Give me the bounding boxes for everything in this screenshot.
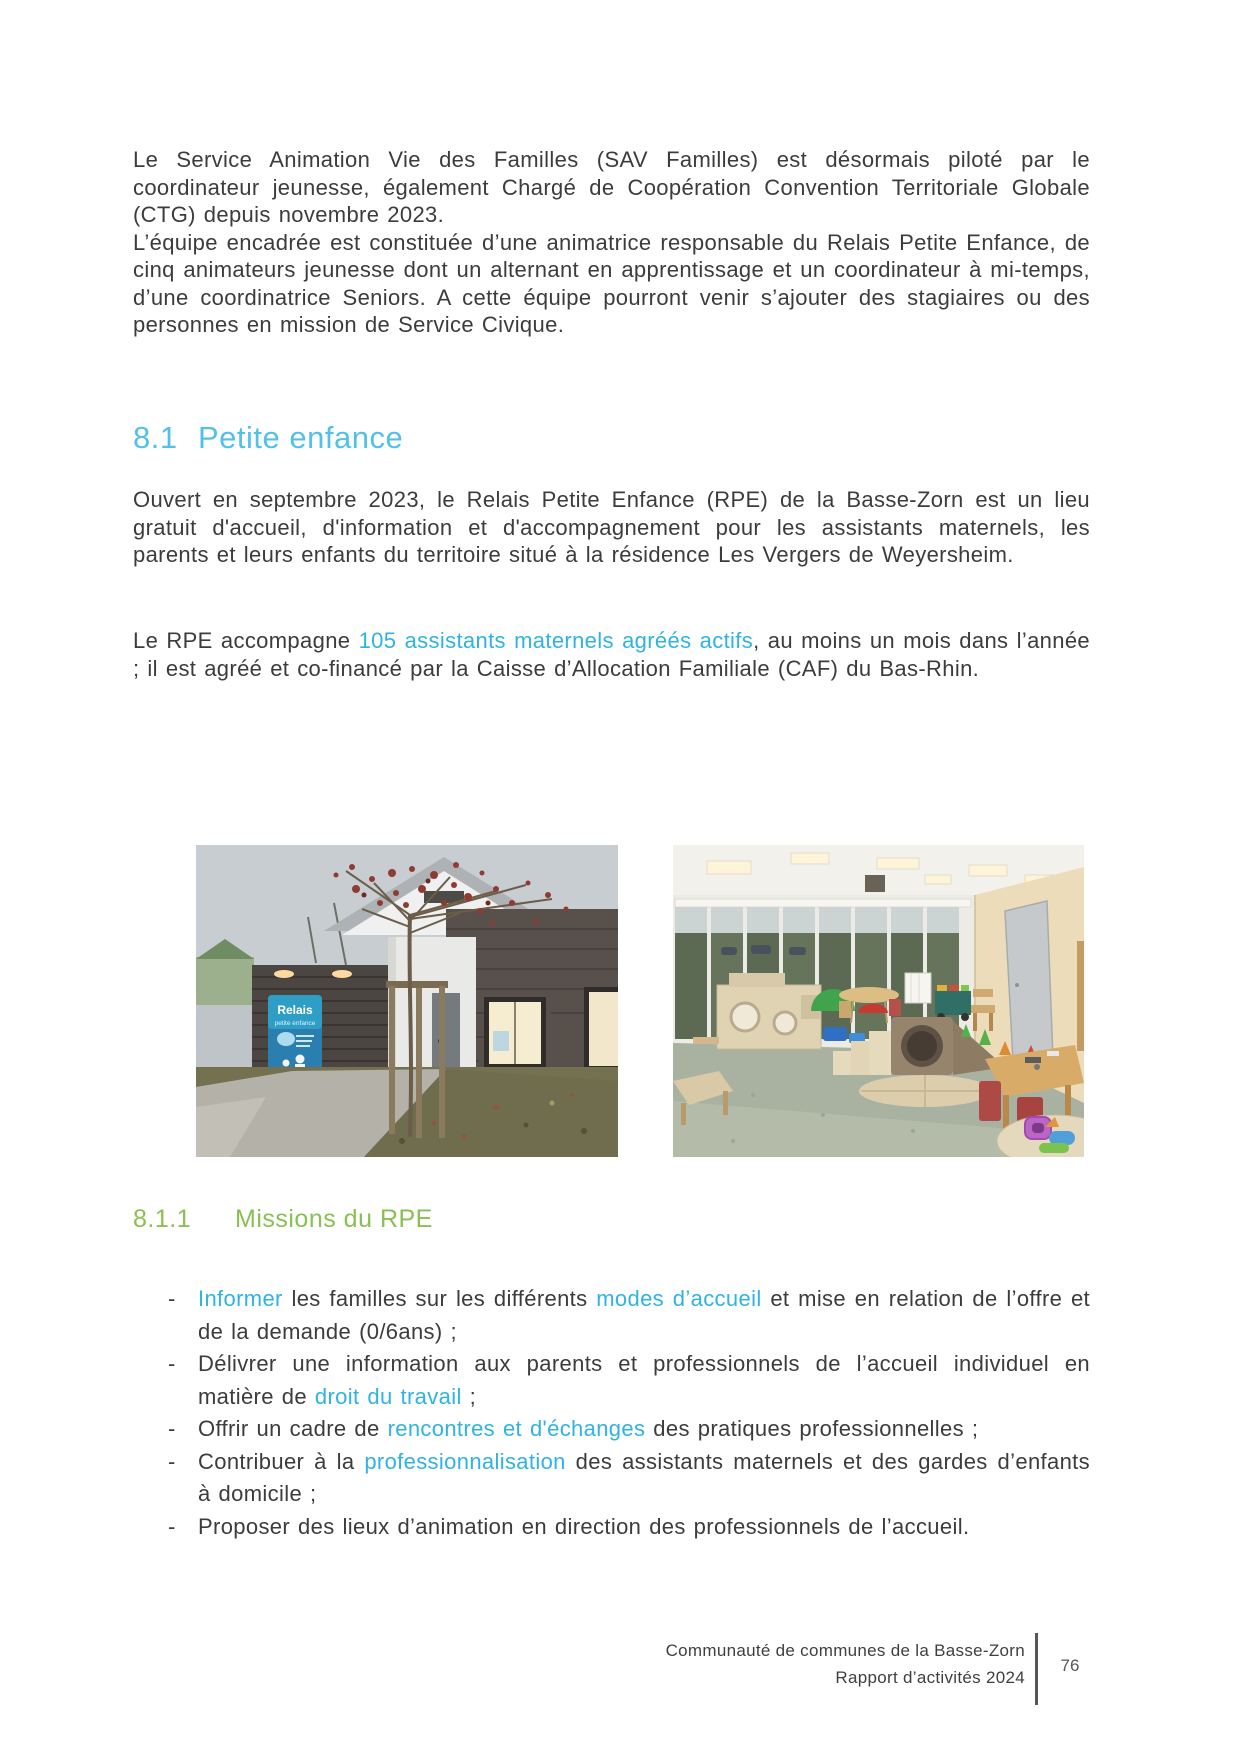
accent-text: modes d’accueil bbox=[596, 1286, 762, 1311]
page-number: 76 bbox=[1060, 1656, 1080, 1675]
intro-block bbox=[133, 146, 1090, 339]
intro-paragraph-2: L’équipe encadrée est constituée d’une animatrice responsable du Relais Petite Enfance, de cinq animateurs jeunesse dont un alternant en apprentissage et un coordinateur à mi-temps, d’une coordinatrice Seniors. A cette équipe pourront venir s’ajouter des stagiaires ou des personnes en mission de Service Civique. bbox=[133, 229, 1090, 337]
bullet-dash: - bbox=[168, 1286, 176, 1311]
accent-text: professionnalisation bbox=[364, 1448, 566, 1474]
lit-window-1 bbox=[479, 997, 551, 1076]
footer-divider bbox=[1035, 1633, 1038, 1705]
missions-list bbox=[133, 1283, 1090, 1543]
list-item-offrir bbox=[133, 1413, 1090, 1446]
entrance-volume bbox=[388, 937, 476, 1089]
text-segment: les familles sur les différents bbox=[282, 1286, 597, 1311]
text-segment: , au moins un mois dans l’année ; il est agréé et co-financé par la Caisse d’Allocation Familiale (CAF) du Bas-Rhin. bbox=[133, 628, 1091, 681]
photo-rpe-exterior bbox=[196, 845, 618, 1157]
text-segment: ; bbox=[461, 1383, 477, 1409]
subsection-title: Missions du RPE bbox=[235, 1205, 433, 1233]
intro-paragraph-1: Le Service Animation Vie des Familles (SAV Familles) est désormais piloté par le coordinateur jeunesse, également Chargé de Coopération Convention Territoriale Globale (CTG) depuis novembre 2023. bbox=[133, 147, 1090, 227]
gray-door bbox=[1005, 901, 1053, 1061]
rpe-interior-illustration bbox=[673, 845, 1084, 1157]
subsection-number: 8.1.1 bbox=[133, 1205, 192, 1233]
rpe-exterior-illustration bbox=[196, 845, 618, 1157]
bullet-dash: - bbox=[168, 1351, 176, 1376]
list-item-informer bbox=[133, 1283, 1090, 1348]
text-segment: Délivrer une information aux parents et professionnels de l’accueil individuel en matière de bbox=[198, 1351, 1090, 1409]
accent-text-105-assistants: 105 assistants maternels agréés actifs bbox=[358, 628, 754, 653]
bullet-dash: - bbox=[168, 1448, 176, 1474]
petite-enfance-paragraph-2 bbox=[133, 627, 1090, 682]
section-number: 8.1 bbox=[133, 420, 178, 455]
sign-title-text: Relais bbox=[277, 1003, 313, 1017]
list-item-proposer bbox=[133, 1511, 1090, 1544]
text-segment: des pratiques professionnelles ; bbox=[645, 1416, 979, 1441]
section-title: Petite enfance bbox=[198, 420, 404, 455]
subsection-heading bbox=[133, 1205, 433, 1233]
lit-window-2 bbox=[580, 987, 618, 1078]
petite-enfance-block-1 bbox=[133, 486, 1090, 569]
sign-subtitle-text: petite enfance bbox=[274, 1020, 316, 1027]
list-item-delivrer bbox=[133, 1348, 1090, 1413]
photo-rpe-interior bbox=[673, 845, 1084, 1157]
footer-line-2: Rapport d’activités 2024 bbox=[835, 1668, 1025, 1687]
ceiling-projector bbox=[865, 875, 885, 892]
white-easel bbox=[905, 973, 931, 1003]
footer bbox=[666, 1637, 1025, 1691]
text-segment: Contribuer à la bbox=[198, 1448, 365, 1474]
accent-text: droit du travail bbox=[314, 1383, 462, 1409]
text-segment: des assistants maternels et des gardes d’enfants à domicile ; bbox=[198, 1448, 1090, 1506]
text-segment: et mise en relation de l’offre et de la demande (0/6ans) ; bbox=[198, 1286, 1091, 1344]
petite-enfance-paragraph-1: Ouvert en septembre 2023, le Relais Petite Enfance (RPE) de la Basse-Zorn est un lieu gratuit d'accueil, d'information et d'accompagnement pour les assistants maternels, les parents et leurs enfants du territoire situé à la résidence Les Vergers de Weyersheim. bbox=[133, 487, 1090, 567]
list-item-contribuer bbox=[133, 1446, 1090, 1511]
ground bbox=[196, 1067, 618, 1157]
teal-cart bbox=[935, 991, 971, 1015]
petite-enfance-block-2 bbox=[133, 627, 1090, 682]
accent-text: Informer bbox=[198, 1286, 283, 1311]
bullet-dash: - bbox=[168, 1513, 176, 1539]
text-segment: Le RPE accompagne bbox=[133, 628, 359, 653]
accent-text: rencontres et d'échanges bbox=[387, 1416, 646, 1441]
section-heading bbox=[133, 421, 403, 455]
text-segment: Proposer des lieux d’animation en direction des professionnels de l’accueil. bbox=[198, 1513, 970, 1539]
footer-line-1: Communauté de communes de la Basse-Zorn bbox=[665, 1641, 1025, 1660]
bullet-dash: - bbox=[168, 1416, 176, 1441]
text-segment: Offrir un cadre de bbox=[198, 1416, 388, 1441]
